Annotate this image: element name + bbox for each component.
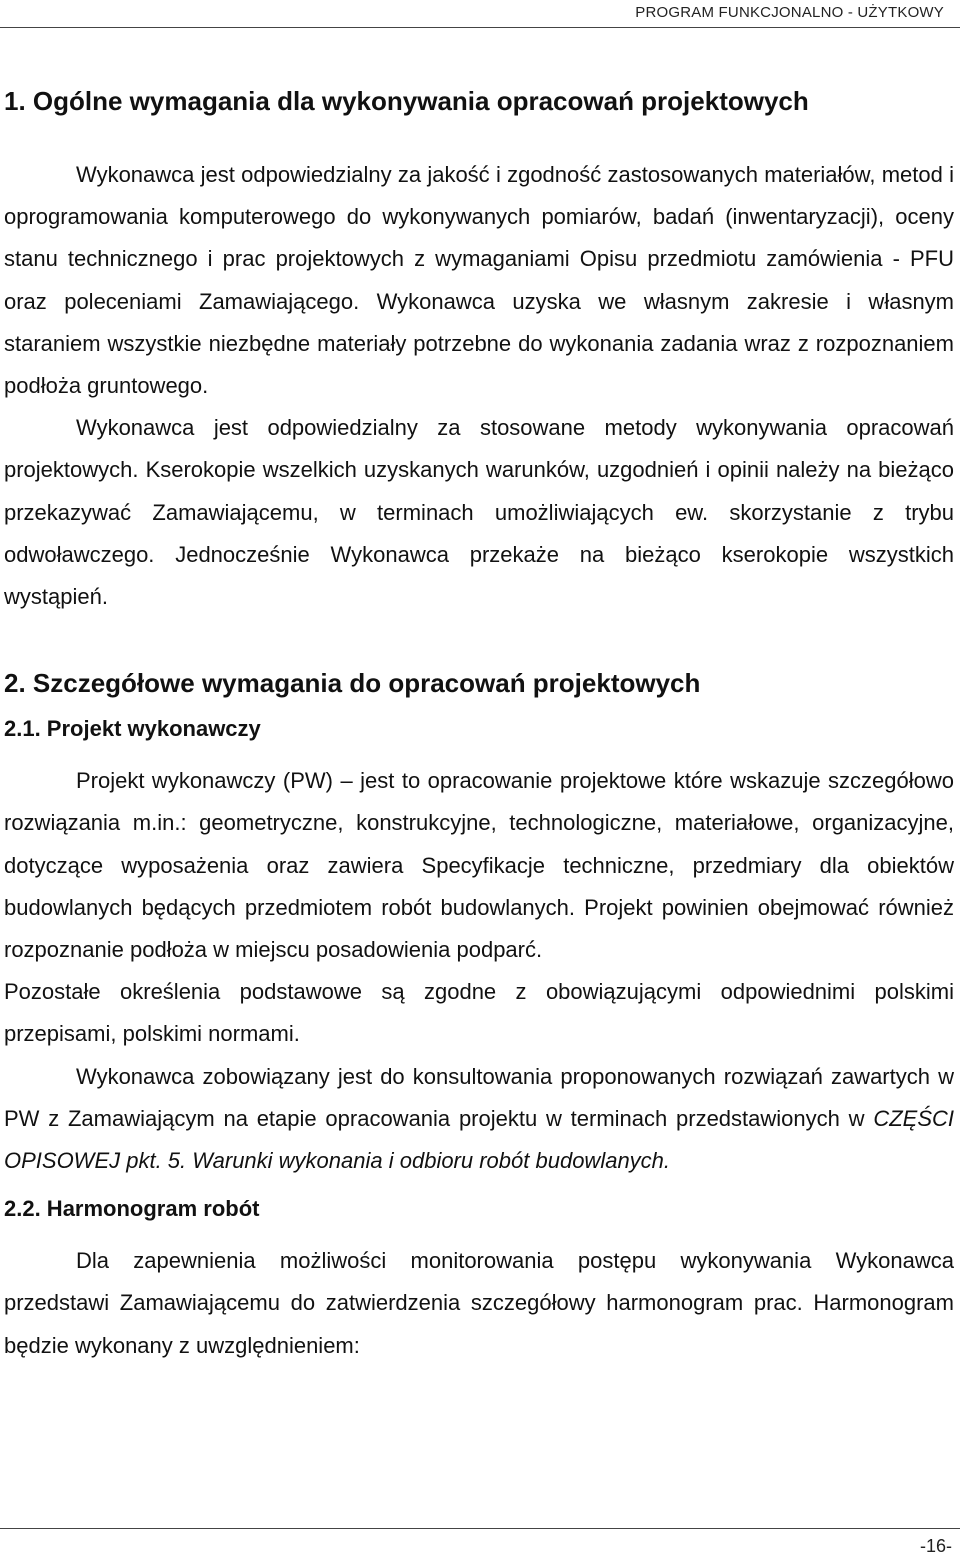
subsection-2-1-paragraph-3 [4,1056,954,1183]
section-2-heading: 2. Szczegółowe wymagania do opracowań projektowych [4,668,701,699]
footer-divider [0,1528,960,1529]
section-1-paragraph-2: Wykonawca jest odpowiedzialny za stosowane metody wykonywania opracowań projektowych. Kserokopie wszelkich uzyskanych warunków, uzgodnień i opinii należy na bieżąco przekazywać Zamawiającemu, w terminach umożliwiających ew. skorzystanie z trybu odwoławczego. Jednocześnie Wykonawca przekaże na bieżąco kserokopie wszystkich wystąpień. [4,415,954,610]
paragraph-3-reference: CZĘŚCI OPISOWEJ pkt. 5. Warunki wykonania i odbioru robót budowlanych. [4,1105,954,1174]
subsection-2-1-paragraph-2: Pozostałe określenia podstawowe są zgodne z obowiązującymi odpowiednimi polskimi przepisami, polskimi normami. [4,979,954,1047]
paragraph-3-lead: Wykonawca zobowiązany jest do konsultowania proponowanych rozwiązań zawartych w PW z Zamawiającym na etapie opracowania projektu w terminach przedstawionych w [4,1063,954,1131]
subsection-2-1-paragraph-1: Projekt wykonawczy (PW) – jest to opracowanie projektowe które wskazuje szczegółowo rozwiązania m.in.: geometryczne, konstrukcyjne, technologiczne, materiałowe, organizacyjne, dotyczące wyposażenia oraz zawiera Specyfikacje techniczne, przedmiary dla obiektów budowlanych będących przedmiotem robót budowlanych. Projekt powinien obejmować również rozpoznanie podłoża w miejscu posadowienia podparć. [4,768,954,963]
running-title: PROGRAM FUNKCJONALNO - UŻYTKOWY [635,4,944,21]
document-body [4,70,954,1367]
subsection-2-1-heading: 2.1. Projekt wykonawczy [4,716,261,742]
section-1-paragraph-1: Wykonawca jest odpowiedzialny za jakość i zgodność zastosowanych materiałów, metod i oprogramowania komputerowego do wykonywanych pomiarów, badań (inwentaryzacji), oceny stanu technicznego i prac projektowych z wymaganiami Opisu przedmiotu zamówienia - PFU oraz poleceniami Zamawiającego. Wykonawca uzyska we własnym zakresie i własnym staraniem wszystkie niezbędne materiały potrzebne do wykonania zadania wraz z rozpoznaniem podłoża gruntowego. [4,162,954,399]
header-divider [0,27,960,28]
subsection-2-2-heading: 2.2. Harmonogram robót [4,1196,260,1222]
section-1-heading: 1. Ogólne wymagania dla wykonywania opracowań projektowych [4,86,809,116]
page-number: -16- [919,1536,952,1556]
spacer [4,1182,954,1194]
subsection-2-2-paragraph-1: Dla zapewnienia możliwości monitorowania postępu wykonywania Wykonawca przedstawi Zamawiającemu do zatwierdzenia szczegółowy harmonogram prac. Harmonogram będzie wykonany z uwzględnieniem: [4,1248,954,1358]
spacer [4,618,954,666]
